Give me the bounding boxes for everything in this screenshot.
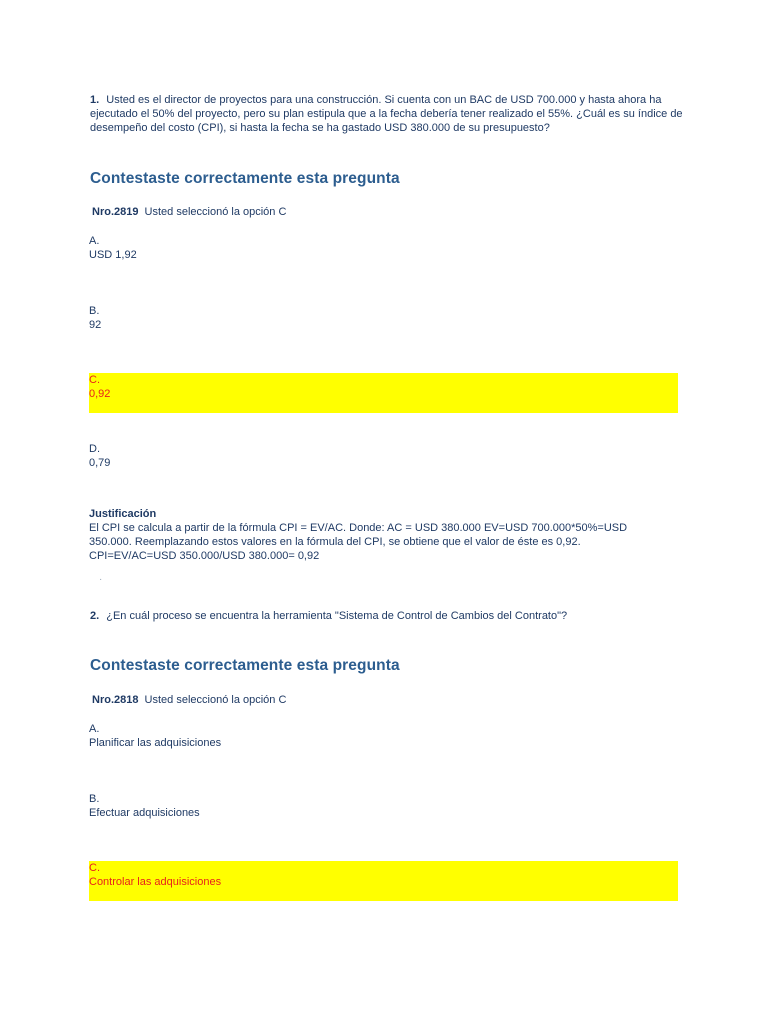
option-text: 0,79 <box>89 457 111 469</box>
question-2-number: 2. <box>90 610 100 622</box>
question-1-option-c-selected <box>89 373 678 413</box>
question-2-text: ¿En cuál proceso se encuentra la herramienta "Sistema de Control de Cambios del Contrato"? <box>106 610 568 622</box>
option-letter: C. <box>89 862 100 874</box>
question-1-item-code: Nro.2819 <box>92 206 139 218</box>
option-text: USD 1,92 <box>89 249 137 261</box>
question-2-result-heading: Contestaste correctamente esta pregunta <box>90 657 400 674</box>
option-letter: A. <box>89 723 100 735</box>
question-1-option-b <box>89 304 101 332</box>
option-letter: A. <box>89 235 100 247</box>
option-text: Efectuar adquisiciones <box>89 807 200 819</box>
question-1-selected-text: Usted seleccionó la opción C <box>144 206 287 218</box>
option-text: 92 <box>89 319 102 331</box>
question-2-option-c-selected <box>89 861 678 901</box>
question-2-option-a <box>89 722 221 750</box>
question-1-justification-title: Justificación <box>89 508 157 520</box>
question-1-text-block <box>90 93 690 135</box>
question-1-option-a <box>89 234 137 262</box>
option-letter: D. <box>89 443 100 455</box>
option-letter: B. <box>89 305 100 317</box>
option-text: 0,92 <box>89 388 111 400</box>
option-text: Controlar las adquisiciones <box>89 876 222 888</box>
question-2-option-b <box>89 792 200 820</box>
separator-dot: · <box>99 574 103 585</box>
option-text: Planificar las adquisiciones <box>89 737 222 749</box>
question-1-option-d <box>89 442 110 470</box>
question-1-number: 1. <box>90 94 100 106</box>
option-letter: C. <box>89 374 100 386</box>
question-2-selected-line <box>92 694 286 706</box>
question-1-text: Usted es el director de proyectos para una construcción. Si cuenta con un BAC de USD 700.000 y hasta ahora ha ejecutado el 50% del proyecto, pero su plan estipula que a la fecha debería tener realizado el 55%. ¿Cuál es su índice de desempeño del costo (CPI), si hasta la fecha se ha gastado USD 380.000 de su presupuesto? <box>90 94 683 134</box>
question-2-text-block <box>90 609 690 623</box>
question-2-item-code: Nro.2818 <box>92 694 139 706</box>
question-1-justification-text: El CPI se calcula a partir de la fórmula CPI = EV/AC. Donde: AC = USD 380.000 EV=USD 700.000*50%=USD 350.000. Reemplazando estos valores en la fórmula del CPI, se obtiene que el valor de éste es 0,92. CPI=EV/AC=USD 350.000/USD 380.000= 0,92 <box>89 522 628 562</box>
question-1-selected-line <box>92 206 286 218</box>
question-2-selected-text: Usted seleccionó la opción C <box>144 694 287 706</box>
question-1-result-heading: Contestaste correctamente esta pregunta <box>90 170 400 187</box>
option-letter: B. <box>89 793 100 805</box>
